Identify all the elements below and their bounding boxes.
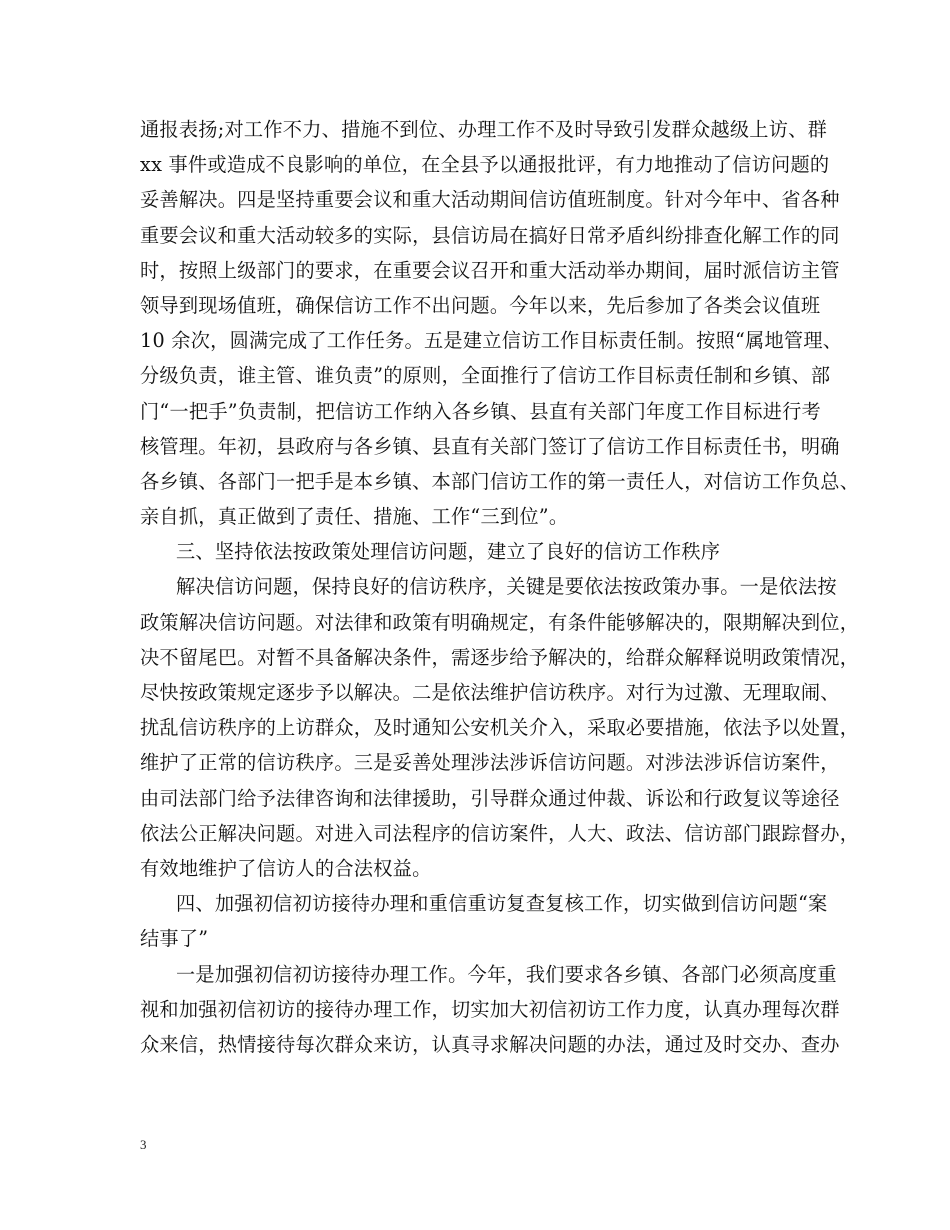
page-number: 3 <box>140 1137 147 1152</box>
text-line: 决不留尾巴。对暂不具备解决条件，需逐步给予解决的，给群众解释说明政策情况， <box>140 645 860 669</box>
text-line: 维护了正常的信访秩序。三是妥善处理涉法涉诉信访问题。对涉法涉诉信访案件， <box>140 751 840 775</box>
document-body <box>140 115 860 1065</box>
text-line: 各乡镇、各部门一把手是本乡镇、本部门信访工作的第一责任人，对信访工作负总、 <box>140 469 860 493</box>
text-line: 视和加强初信初访的接待办理工作，切实加大初信初访工作力度，认真办理每次群 <box>140 997 840 1021</box>
text-line: 分级负责，谁主管、谁负责”的原则，全面推行了信访工作目标责任制和乡镇、部 <box>140 364 831 388</box>
text-line: 众来信，热情接待每次群众来访，认真寻求解决问题的办法，通过及时交办、查办 <box>140 1032 840 1056</box>
text-line: 重要会议和重大活动较多的实际，县信访局在搞好日常矛盾纠纷排查化解工作的同 <box>140 223 840 247</box>
text-line: 有效地维护了信访人的合法权益。 <box>140 856 432 880</box>
text-line: 尽快按政策规定逐步予以解决。二是依法维护信访秩序。对行为过激、无理取闹、 <box>140 681 840 704</box>
text-line: xx 事件或造成不良影响的单位，在全县予以通报批评，有力地推动了信访问题的 <box>140 153 830 177</box>
text-line: 政策解决信访问题。对法律和政策有明确规定，有条件能够解决的，限期解决到位， <box>140 610 860 634</box>
text-line: 领导到现场值班，确保信访工作不出问题。今年以来，先后参加了各类会议值班 <box>140 293 821 317</box>
text-line: 门“一把手”负责制，把信访工作纳入各乡镇、县直有关部门年度工作目标进行考 <box>140 399 821 423</box>
text-line: 时，按照上级部门的要求，在重要会议召开和重大活动举办期间，届时派信访主管 <box>140 258 840 282</box>
paragraph-first-line: 一是加强初信初访接待办理工作。今年，我们要求各乡镇、各部门必须高度重 <box>176 962 837 986</box>
text-line: 由司法部门给予法律咨询和法律援助，引导群众通过仲裁、诉讼和行政复议等途径 <box>140 786 840 810</box>
text-line: 亲自抓，真正做到了责任、措施、工作“三到位”。 <box>140 505 569 529</box>
section-heading: 四、加强初信初访接待办理和重信重访复查复核工作，切实做到信访问题“案 <box>176 892 828 916</box>
text-line: 依法公正解决问题。对进入司法程序的信访案件，人大、政法、信访部门跟踪督办， <box>140 821 860 845</box>
text-line: 通报表扬;对工作不力、措施不到位、办理工作不及时导致引发群众越级上访、群 <box>140 118 828 141</box>
text-line: 核管理。年初，县政府与各乡镇、县直有关部门签订了信访工作目标责任书，明确 <box>140 434 840 458</box>
text-line: 妥善解决。四是坚持重要会议和重大活动期间信访值班制度。针对今年中、省各种 <box>140 188 840 212</box>
paragraph-first-line: 解决信访问题，保持良好的信访秩序，关键是要依法按政策办事。一是依法按 <box>176 575 837 599</box>
section-heading-continuation: 结事了” <box>140 927 209 951</box>
text-line: 扰乱信访秩序的上访群众，及时通知公安机关介入，采取必要措施，依法予以处置， <box>140 716 860 740</box>
section-heading: 三、坚持依法按政策处理信访问题，建立了良好的信访工作秩序 <box>176 540 721 564</box>
text-line: 10 余次，圆满完成了工作任务。五是建立信访工作目标责任制。按照“属地管理、 <box>140 329 843 353</box>
